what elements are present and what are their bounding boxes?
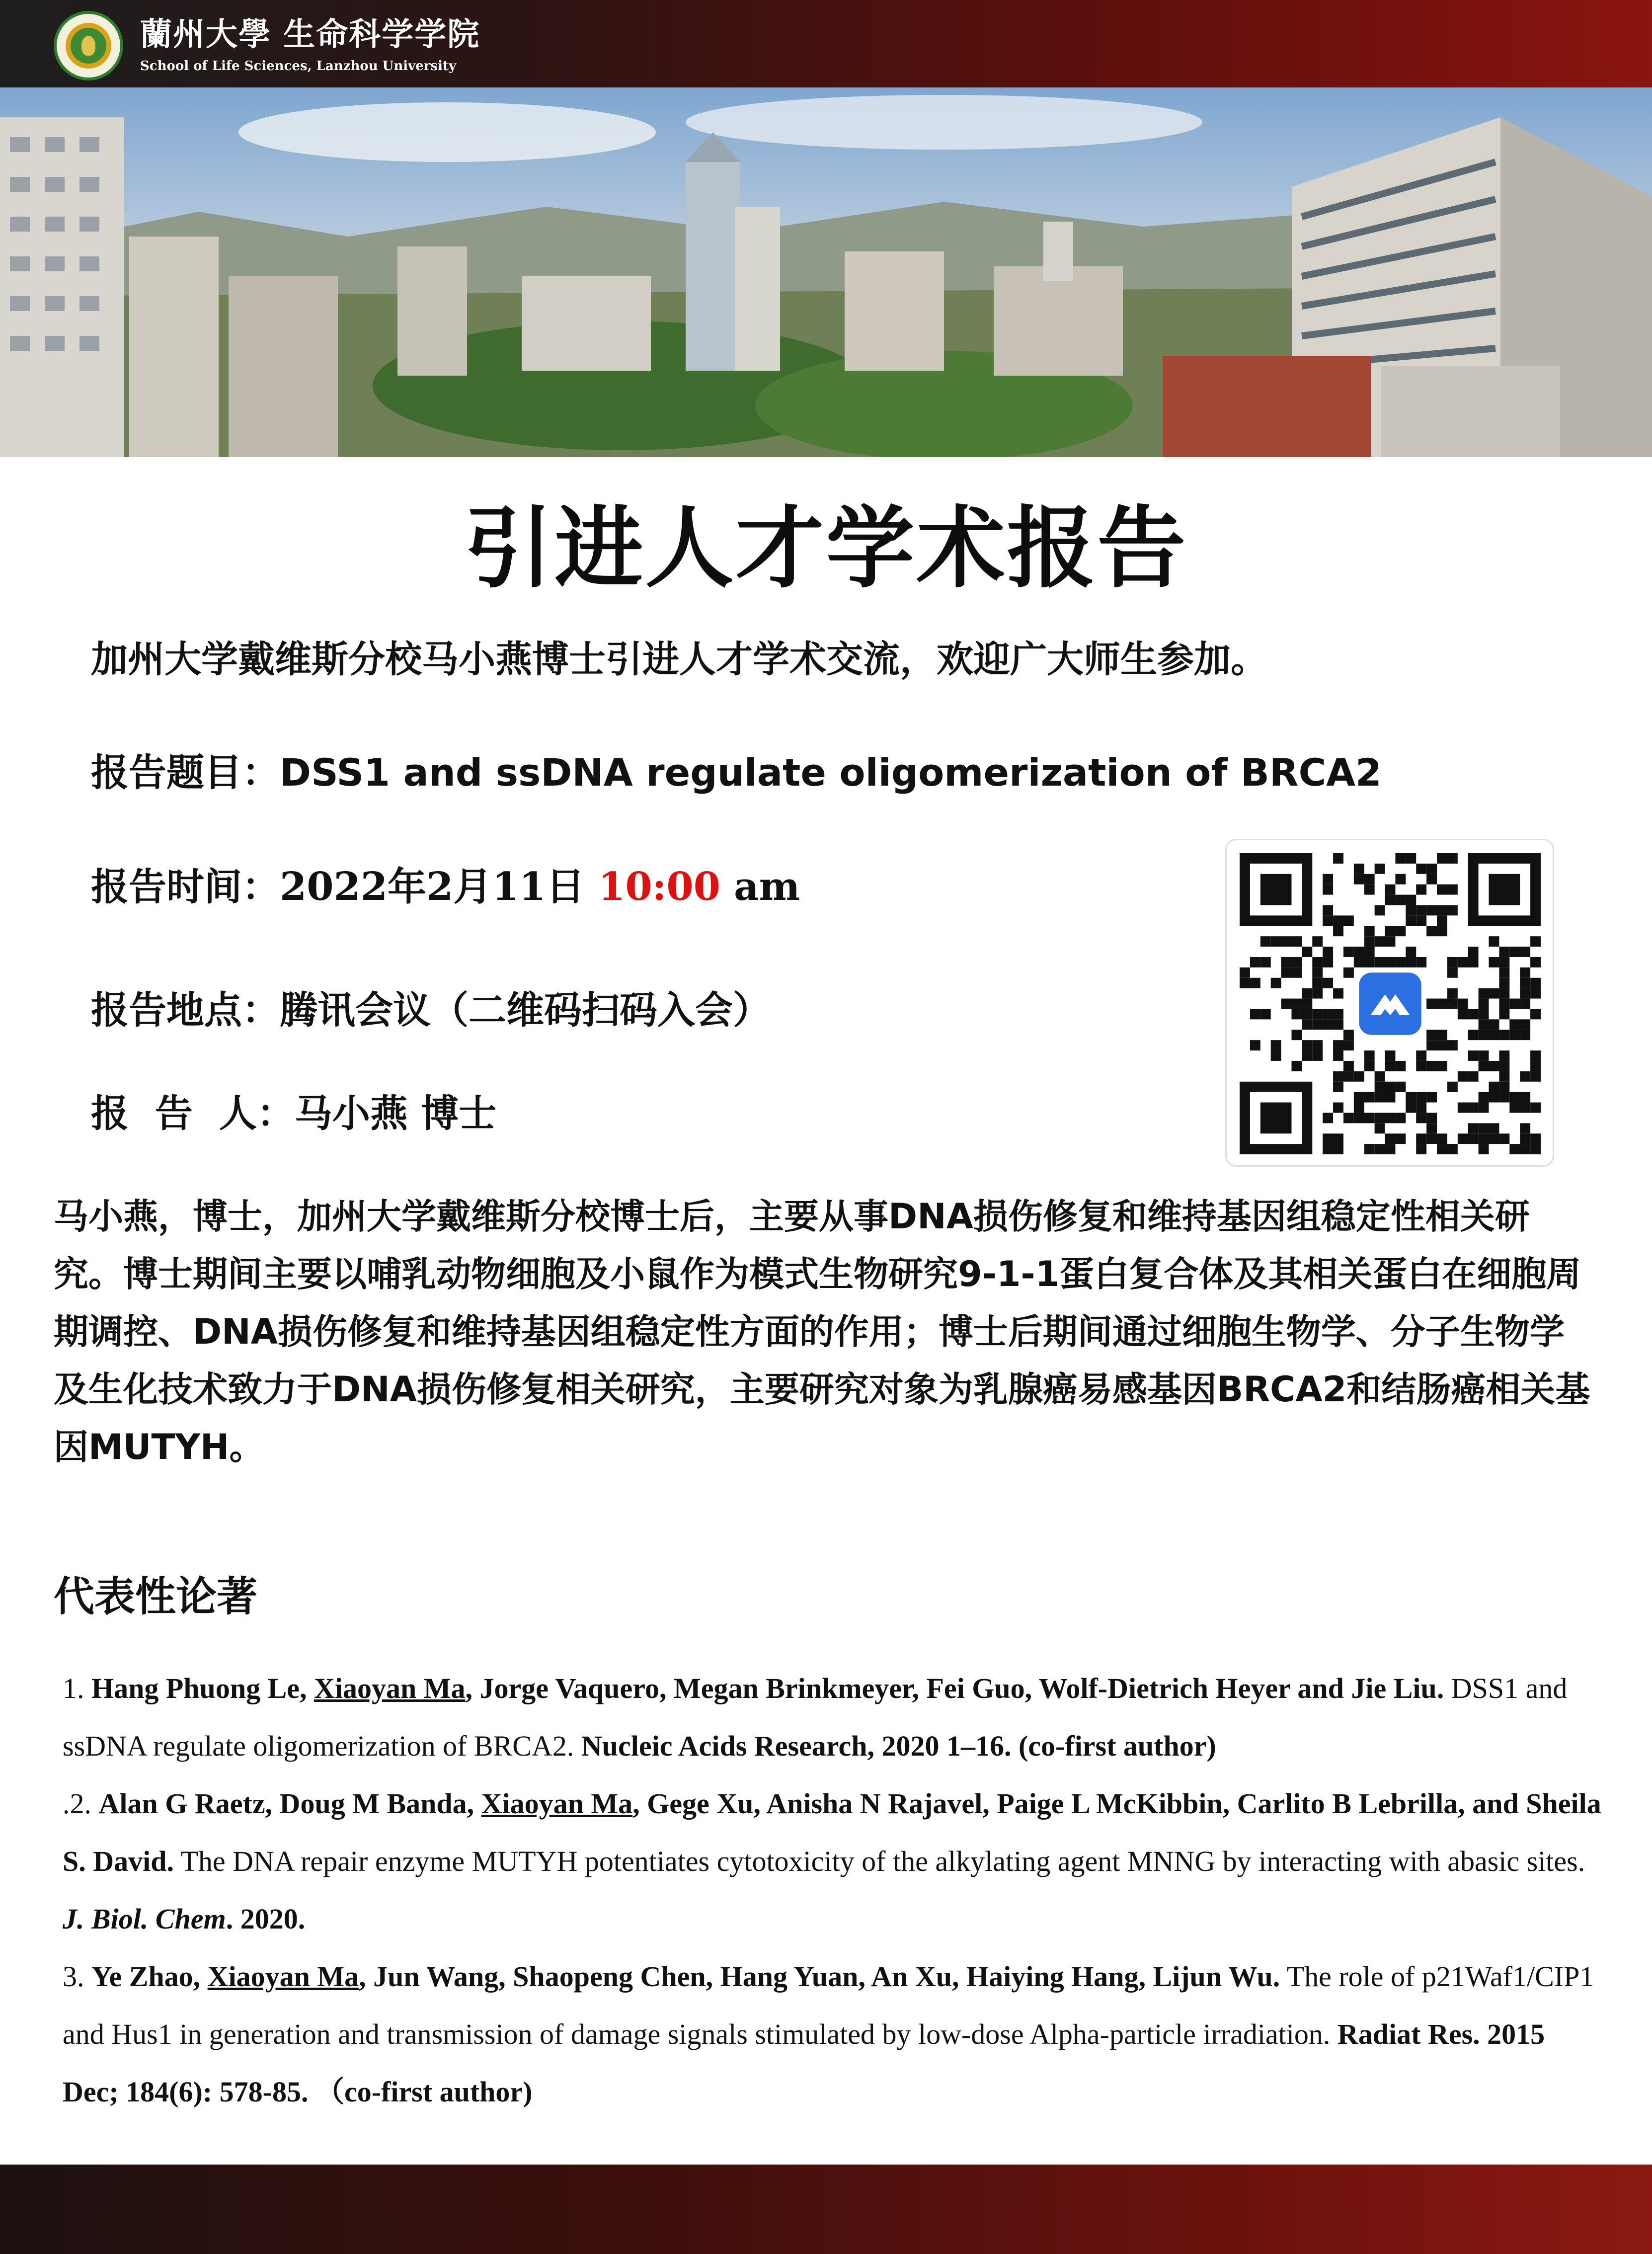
time-label: 报告时间： — [91, 865, 280, 909]
footer-bar — [0, 2165, 1652, 2254]
qr-code-card[interactable] — [1225, 839, 1554, 1167]
time-clock: 10:00 — [598, 864, 720, 909]
speaker-value: 马小燕 博士 — [294, 1091, 497, 1135]
topic-label: 报告题目： — [91, 750, 280, 795]
publication-item: .2. Alan G Raetz, Doug M Banda, Xiaoyan Ma, Gege Xu, Anisha N Rajavel, Paige L McKibbin, Carlito B Lebrilla, and Sheila S. David. The DNA repair enzyme MUTYH potentiates cytotoxicity of the alkylating agent MNNG by interacting with abasic sites. J. Biol. Chem. 2020. — [63, 1787, 1601, 1935]
publications-heading: 代表性论著 — [54, 1573, 258, 1620]
publication-item: 1. Hang Phuong Le, Xiaoyan Ma, Jorge Vaquero, Megan Brinkmeyer, Fei Guo, Wolf-Dietrich Heyer and Jie Liu. DSS1 and ssDNA regulate oligomerization of BRCA2. Nucleic Acids Research, 2020 1–16. (co-first author) — [63, 1672, 1568, 1762]
intro-text: 加州大学戴维斯分校马小燕博士引进人才学术交流，欢迎广大师生参加。 — [91, 638, 1267, 681]
report-speaker — [91, 1083, 496, 1137]
publication-item: 3. Ye Zhao, Xiaoyan Ma, Jun Wang, Shaopeng Chen, Hang Yuan, An Xu, Haiying Hang, Lijun Wu. The role of p21Waf1/CIP1 and Hus1 in generation and transmission of damage signals stimulated by low-dose Alpha-particle irradiation. Radiat Res. 2015 Dec; 184(6): 578-85. （co-first author) — [63, 1960, 1594, 2108]
speaker-label: 报 告 人： — [91, 1091, 295, 1135]
campus-banner-image — [0, 87, 1652, 457]
place-label: 报告地点： — [91, 988, 280, 1032]
page-title: 引进人才学术报告 — [464, 497, 1188, 600]
university-name-en: School of Life Sciences, Lanzhou University — [140, 59, 457, 74]
publication-list — [63, 1660, 1608, 2121]
university-seal-icon — [54, 11, 123, 80]
topic-value: DSS1 and ssDNA regulate oligomerization of BRCA2 — [280, 750, 1382, 795]
university-name-cn: 蘭州大學 生命科学学院 — [140, 16, 480, 53]
qr-code-icon[interactable] — [1240, 853, 1541, 1154]
place-value: 腾讯会议（二维码扫码入会） — [280, 988, 771, 1032]
report-time — [91, 856, 800, 911]
report-topic — [91, 742, 1382, 797]
header-bar — [0, 0, 1652, 87]
speaker-bio: 马小燕，博士，加州大学戴维斯分校博士后，主要从事DNA损伤修复和维持基因组稳定性相关研究。博士期间主要以哺乳动物细胞及小鼠作为模式生物研究9-1-1蛋白复合体及其相关蛋白在细胞周期调控、DNA损伤修复和维持基因组稳定性方面的作用；博士后期间通过细胞生物学、分子生物学及生化技术致力于DNA损伤修复相关研究，主要研究对象为乳腺癌易感基因BRCA2和结肠癌相关基因MUTYH。 — [54, 1196, 1590, 1467]
time-suffix: am — [720, 864, 800, 909]
report-place — [91, 980, 771, 1034]
time-date: 2022年2月11日 — [280, 864, 599, 909]
